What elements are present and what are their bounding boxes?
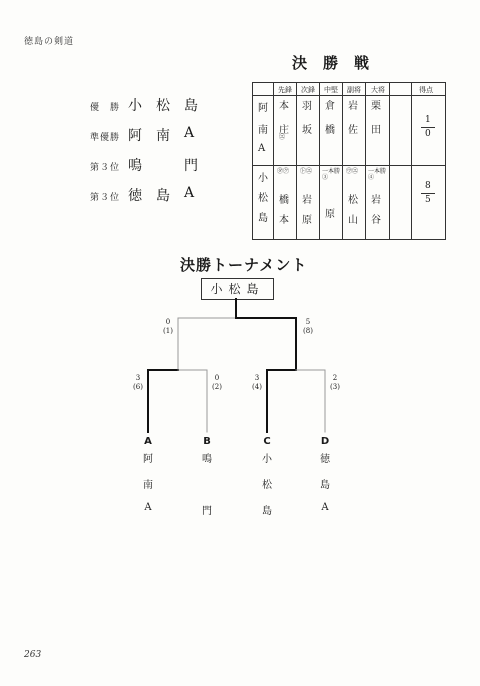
team-a-player: 佐 — [348, 125, 358, 136]
team-d-char: A — [321, 502, 329, 513]
team-b-player: 本 — [279, 215, 289, 226]
header-fukusho: 副将 — [347, 86, 361, 94]
team-c-char: 松 — [262, 480, 272, 491]
round1-score — [325, 374, 345, 392]
team-b-mark: ㋣㋓ — [300, 168, 313, 175]
team-a-player: 田 — [371, 125, 381, 136]
team-a-mark: ㋓ — [279, 134, 286, 141]
team-b-score-top: 8 — [425, 181, 431, 191]
team-a-player: 橋 — [325, 125, 335, 136]
team-b-player: 原 — [325, 209, 335, 220]
team-d-char: 徳 — [320, 454, 330, 465]
page-number: 263 — [24, 650, 42, 660]
tournament-winner: 小松島 — [201, 278, 274, 300]
score-value: 5 — [305, 318, 311, 326]
book-header: 徳島の剣道 — [24, 37, 75, 47]
semi-score — [158, 318, 178, 336]
team-b-char: 鳴 — [202, 454, 212, 465]
team-b-mark: 一本勝③ — [322, 168, 341, 181]
team-a-score-top: 1 — [425, 115, 431, 125]
round1-score — [207, 374, 227, 392]
team-b-char: 門 — [202, 506, 212, 517]
team-b-player: 岩 — [371, 195, 381, 206]
standing-label: 準優勝 — [90, 133, 121, 143]
score-value: 3 — [254, 374, 260, 382]
team-a-score-bottom: 0 — [425, 129, 431, 139]
score-sub: (8) — [303, 327, 313, 335]
standing-label: 優 勝 — [90, 103, 121, 113]
header-chuken: 中堅 — [324, 86, 338, 94]
team-b-player: 橋 — [279, 195, 289, 206]
team-a-player: 庄 — [279, 125, 289, 136]
team-c-char: 島 — [262, 506, 272, 517]
score-sub: (3) — [330, 383, 340, 391]
team-b-mark: 一本勝④ — [368, 168, 387, 181]
team-char: 松 — [156, 98, 170, 114]
standing-label: 第３位 — [90, 163, 121, 173]
team-b-mark: ㋒㋓ — [346, 168, 359, 175]
team-char: 島 — [156, 188, 170, 204]
final-title: 決勝戦 — [292, 54, 386, 72]
header-senpo: 先鋒 — [278, 86, 292, 94]
team-a-player: 岩 — [348, 101, 358, 112]
tournament-title: 決勝トーナメント — [180, 256, 308, 274]
header-score: 得点 — [419, 86, 433, 94]
round1-score — [128, 374, 148, 392]
team-d-char: 島 — [320, 480, 330, 491]
team-a-player: 羽 — [302, 101, 312, 112]
team-a-player: 栗 — [371, 101, 381, 112]
standing-label: 第３位 — [90, 193, 121, 203]
round1-score — [247, 374, 267, 392]
team-a-char: A — [144, 502, 152, 513]
team-a-char: 阿 — [143, 454, 153, 465]
team-b-player: 原 — [302, 215, 312, 226]
score-value: 3 — [135, 374, 141, 382]
score-sub: (1) — [163, 327, 173, 335]
team-char: 鳴 — [128, 158, 142, 174]
team-b-name-char: 小 — [258, 173, 268, 184]
team-char: 阿 — [128, 128, 142, 144]
header-taisho: 大将 — [371, 86, 385, 94]
score-value: 0 — [214, 374, 220, 382]
team-char: A — [184, 185, 195, 201]
team-b-player: 松 — [348, 195, 358, 206]
team-b-mark: ㋟㋗ — [277, 168, 290, 175]
team-b-player: 山 — [348, 215, 358, 226]
score-sub: (6) — [133, 383, 143, 391]
team-b-player: 岩 — [302, 195, 312, 206]
team-b-score-bottom: 5 — [425, 195, 431, 205]
team-char: 徳 — [128, 188, 142, 204]
team-char: 小 — [128, 98, 142, 114]
team-c-char: 小 — [262, 454, 272, 465]
team-a-player: 倉 — [325, 101, 335, 112]
team-a-player: 本 — [279, 101, 289, 112]
team-letter-d: D — [320, 436, 330, 447]
score-value: 0 — [165, 318, 171, 326]
header-jiho: 次鋒 — [301, 86, 315, 94]
score-sub: (4) — [252, 383, 262, 391]
team-a-name-char: A — [258, 143, 266, 154]
team-a-char: 南 — [143, 480, 153, 491]
team-char: 門 — [184, 158, 198, 174]
team-char: A — [184, 125, 195, 141]
score-value: 2 — [332, 374, 338, 382]
team-b-name-char: 島 — [258, 213, 268, 224]
score-sub: (2) — [212, 383, 222, 391]
team-letter-a: A — [144, 436, 152, 447]
team-letter-b: B — [203, 436, 211, 447]
team-char: 島 — [184, 98, 198, 114]
team-a-player: 坂 — [302, 125, 312, 136]
team-b-name-char: 松 — [258, 193, 268, 204]
team-a-name-char: 南 — [258, 125, 268, 136]
team-b-player: 谷 — [371, 215, 381, 226]
team-letter-c: C — [263, 436, 271, 447]
semi-score — [298, 318, 318, 336]
team-a-name-char: 阿 — [258, 103, 268, 114]
team-char: 南 — [156, 128, 170, 144]
